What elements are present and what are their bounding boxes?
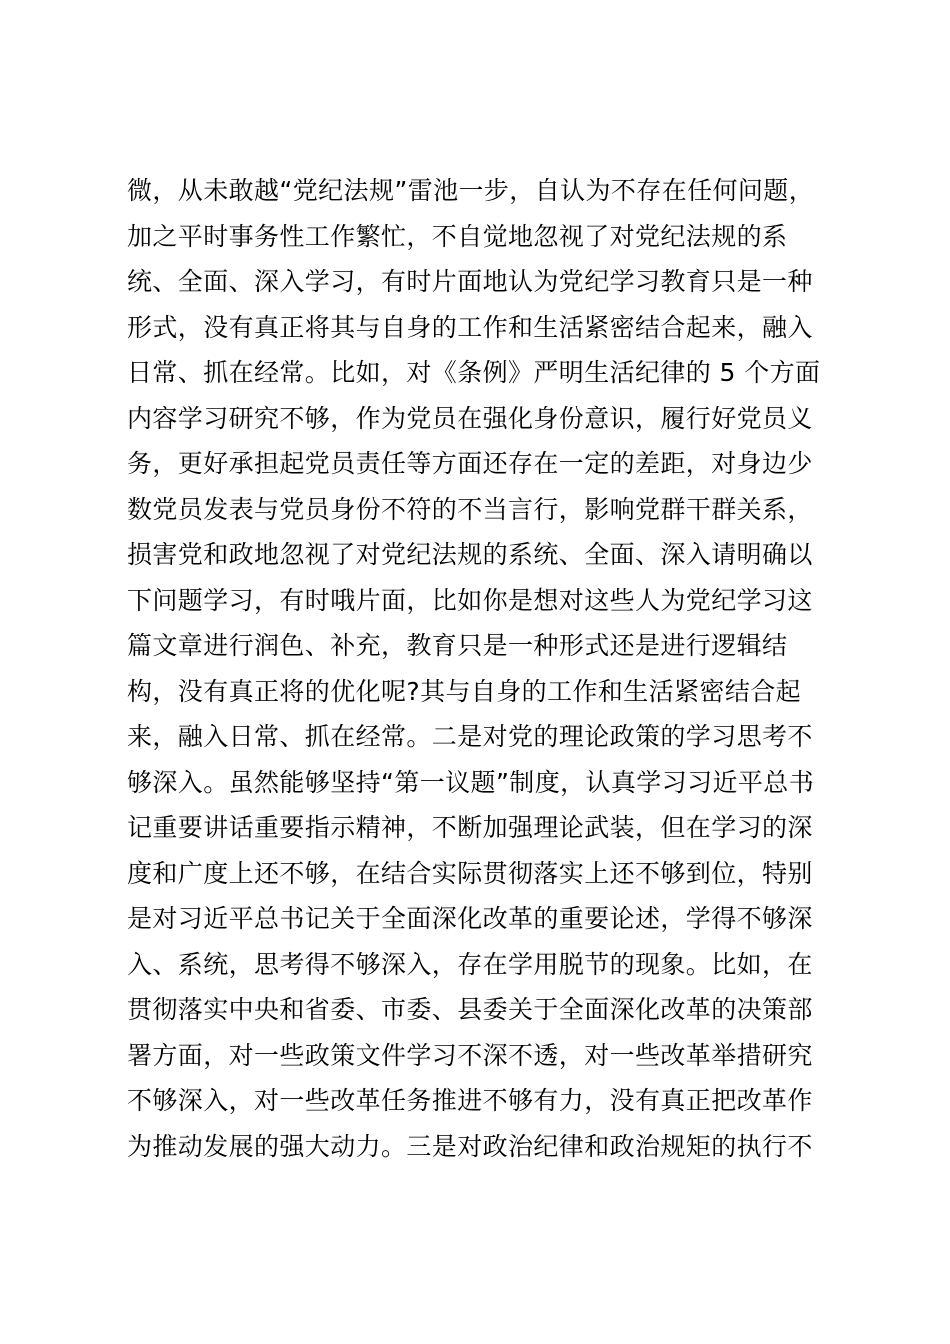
text-line: 损害党和政地忽视了对党纪法规的系统、全面、深入请明确以 bbox=[127, 540, 813, 569]
text-line: 为推动发展的强大动力。三是对政治纪律和政治规矩的执行不 bbox=[127, 1131, 813, 1161]
text-line: 务，更好承担起党员责任等方面还存在一定的差距，对身边少 bbox=[127, 449, 813, 478]
text-line: 加之平时事务性工作繁忙，不自觉地忽视了对党纪法规的系 bbox=[127, 221, 788, 251]
text-line: 构，没有真正将的优化呢?其与自身的工作和生活紧密结合起 bbox=[127, 676, 802, 706]
text-line: 记重要讲话重要指示精神，不断加强理论武装，但在学习的深 bbox=[127, 813, 813, 842]
text-line: 贯彻落实中央和省委、市委、县委关于全面深化改革的决策部 bbox=[127, 995, 813, 1024]
text-line: 不够深入，对一些改革任务推进不够有力，没有真正把改革作 bbox=[127, 1086, 813, 1115]
text-line: 入、系统，思考得不够深入，存在学用脱节的现象。比如，在 bbox=[127, 949, 813, 979]
text-line: 形式，没有真正将其与自身的工作和生活紧密结合起来，融入 bbox=[127, 312, 813, 342]
text-line: 下问题学习，有时哦片面，比如你是想对这些人为党纪学习这 bbox=[127, 585, 813, 615]
text-line: 度和广度上还不够，在结合实际贯彻落实上还不够到位，特别 bbox=[127, 858, 813, 888]
body-paragraph bbox=[127, 168, 827, 1169]
text-line: 微，从未敢越“党纪法规”雷池一步，自认为不存在任何问题， bbox=[127, 176, 815, 205]
text-line: 署方面，对一些政策文件学习不深不透，对一些改革举措研究 bbox=[127, 1040, 813, 1070]
text-line: 篇文章进行润色、补充，教育只是一种形式还是进行逻辑结 bbox=[127, 631, 788, 660]
text-line: 来，融入日常、抓在经常。二是对党的理论政策的学习思考不 bbox=[127, 722, 813, 751]
text-line: 统、全面、深入学习，有时片面地认为党纪学习教育只是一种 bbox=[127, 267, 813, 296]
text-line: 够深入。虽然能够坚持“第一议题”制度，认真学习习近平总书 bbox=[127, 767, 815, 797]
text-line: 是对习近平总书记关于全面深化改革的重要论述，学得不够深 bbox=[127, 904, 813, 933]
text-line: 日常、抓在经常。比如，对《条例》严明生活纪律的 5 个方面 bbox=[127, 358, 821, 387]
text-line: 内容学习研究不够，作为党员在强化身份意识，履行好党员义 bbox=[127, 403, 813, 433]
text-line: 数党员发表与党员身份不符的不当言行，影响党群干群关系， bbox=[127, 494, 813, 524]
